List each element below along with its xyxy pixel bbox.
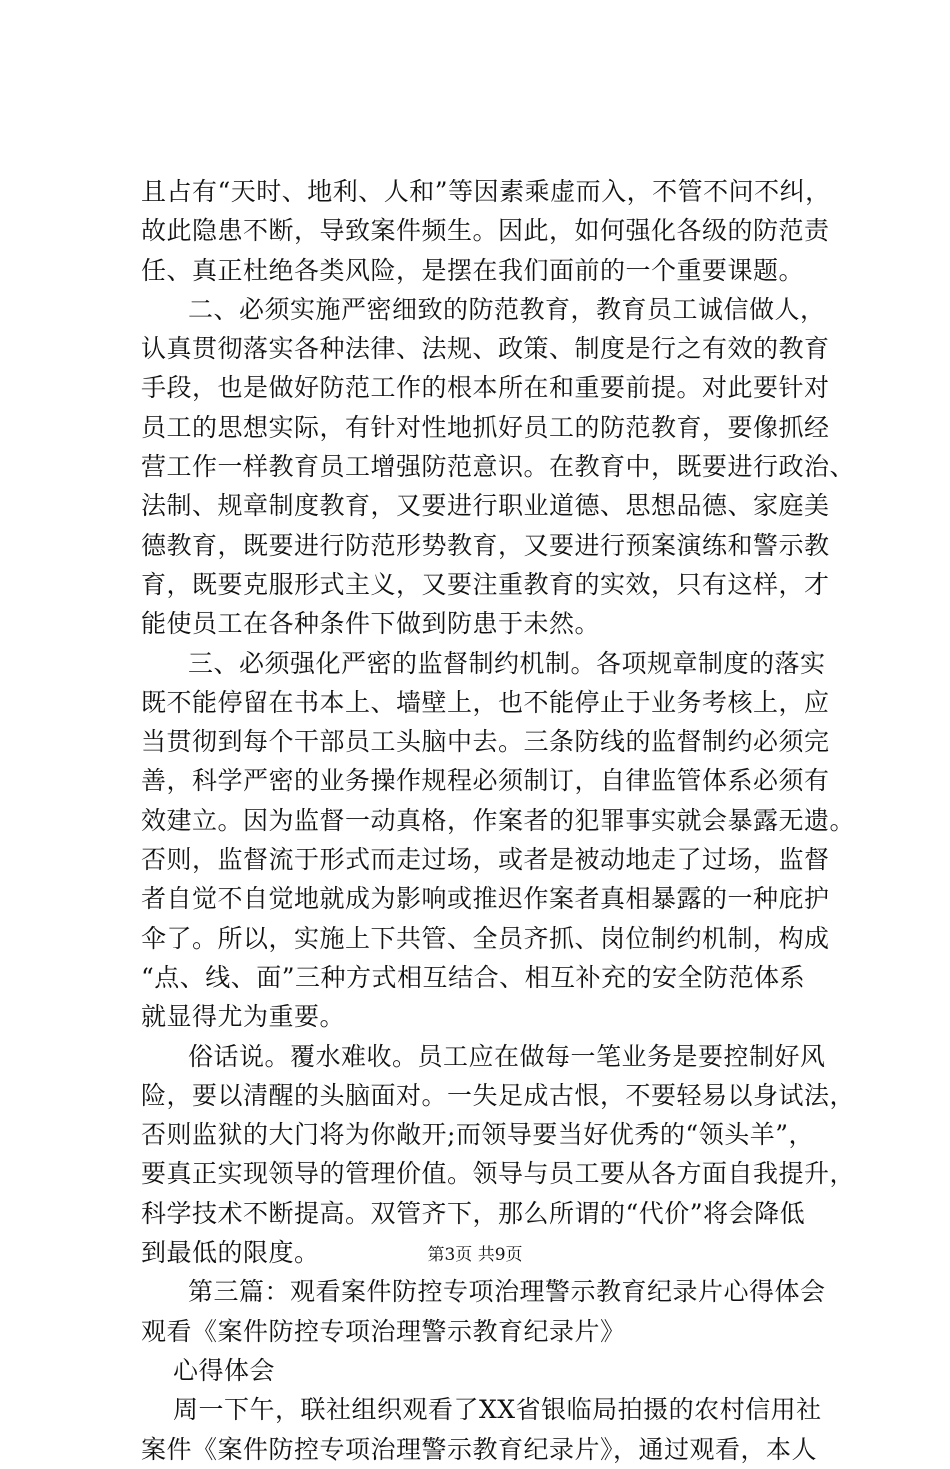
paragraph-start-line: 周一下午，联社组织观看了XX省银临局拍摄的农村信用社	[173, 1395, 822, 1425]
text-line: “点、线、面”三种方式相互结合、相互补充的安全防范体系	[141, 962, 806, 992]
text-line: 否则，监督流于形式而走过场，或者是被动地走了过场，监督	[141, 845, 830, 875]
text-line: 者自觉不自觉地就成为影响或推迟作案者真相暴露的一种庇护	[141, 884, 830, 914]
text-line: 且占有“天时、地利、人和”等因素乘虚而入，不管不问不纠，	[141, 177, 831, 206]
text-line: 案件《案件防控专项治理警示教育纪录片》，通过观看，本人	[141, 1434, 818, 1464]
text-line: 效建立。因为监督一动真格，作案者的犯罪事实就会暴露无遗。	[141, 805, 856, 835]
text-line: 当贯彻到每个干部员工头脑中去。三条防线的监督制约必须完	[141, 727, 830, 757]
text-line: 要真正实现领导的管理价值。领导与员工要从各方面自我提升，	[141, 1159, 856, 1189]
text-line: 手段，也是做好防范工作的根本所在和重要前提。对此要针对	[141, 373, 830, 403]
text-line: 就显得尤为重要。	[141, 1002, 346, 1032]
text-line: 到最低的限度。	[141, 1238, 320, 1268]
text-line: 善，科学严密的业务操作规程必须制订，自律监管体系必须有	[141, 766, 830, 796]
page-number-footer: 第3页 共9页	[427, 1245, 523, 1265]
text-line: 伞了。所以，实施上下共管、全员齐抓、岗位制约机制，构成	[141, 923, 830, 953]
text-line: 德教育，既要进行防范形势教育，又要进行预案演练和警示教	[141, 530, 830, 560]
text-line: 否则监狱的大门将为你敞开;而领导要当好优秀的“领头羊”，	[141, 1120, 814, 1150]
chapter-subtitle: 心得体会	[173, 1355, 276, 1385]
text-line: 育，既要克服形式主义，又要注重教育的实效，只有这样，才	[141, 569, 830, 599]
chapter-title-continuation: 观看《案件防控专项治理警示教育纪录片》	[141, 1316, 626, 1346]
text-line: 认真贯彻落实各种法律、法规、政策、制度是行之有效的教育	[141, 334, 830, 364]
text-line: 险，要以清醒的头脑面对。一失足成古恨，不要轻易以身试法，	[141, 1080, 856, 1110]
text-line: 故此隐患不断，导致案件频生。因此，如何强化各级的防范责	[141, 216, 830, 246]
text-line: 法制、规章制度教育，又要进行职业道德、思想品德、家庭美	[141, 491, 830, 521]
text-line: 能使员工在各种条件下做到防患于未然。	[141, 609, 601, 639]
text-line: 员工的思想实际，有针对性地抓好员工的防范教育，要像抓经	[141, 412, 830, 442]
text-line: 科学技术不断提高。双管齐下，那么所谓的“代价”将会降低	[141, 1198, 806, 1228]
document-body	[141, 172, 856, 1469]
section-three-heading-line: 三、必须强化严密的监督制约机制。各项规章制度的落实	[188, 648, 826, 678]
text-line: 任、真正杜绝各类风险，是摆在我们面前的一个重要课题。	[141, 255, 805, 285]
section-two-heading-line: 二、必须实施严密细致的防范教育，教育员工诚信做人，	[188, 294, 826, 324]
text-line: 营工作一样教育员工增强防范意识。在教育中，既要进行政治、	[141, 452, 856, 482]
chapter-title-line: 第三篇：观看案件防控专项治理警示教育纪录片心得体会	[188, 1277, 826, 1307]
paragraph-start-line: 俗话说。覆水难收。员工应在做每一笔业务是要控制好风	[188, 1041, 826, 1071]
text-line: 既不能停留在书本上、墙壁上，也不能停止于业务考核上，应	[141, 687, 830, 717]
